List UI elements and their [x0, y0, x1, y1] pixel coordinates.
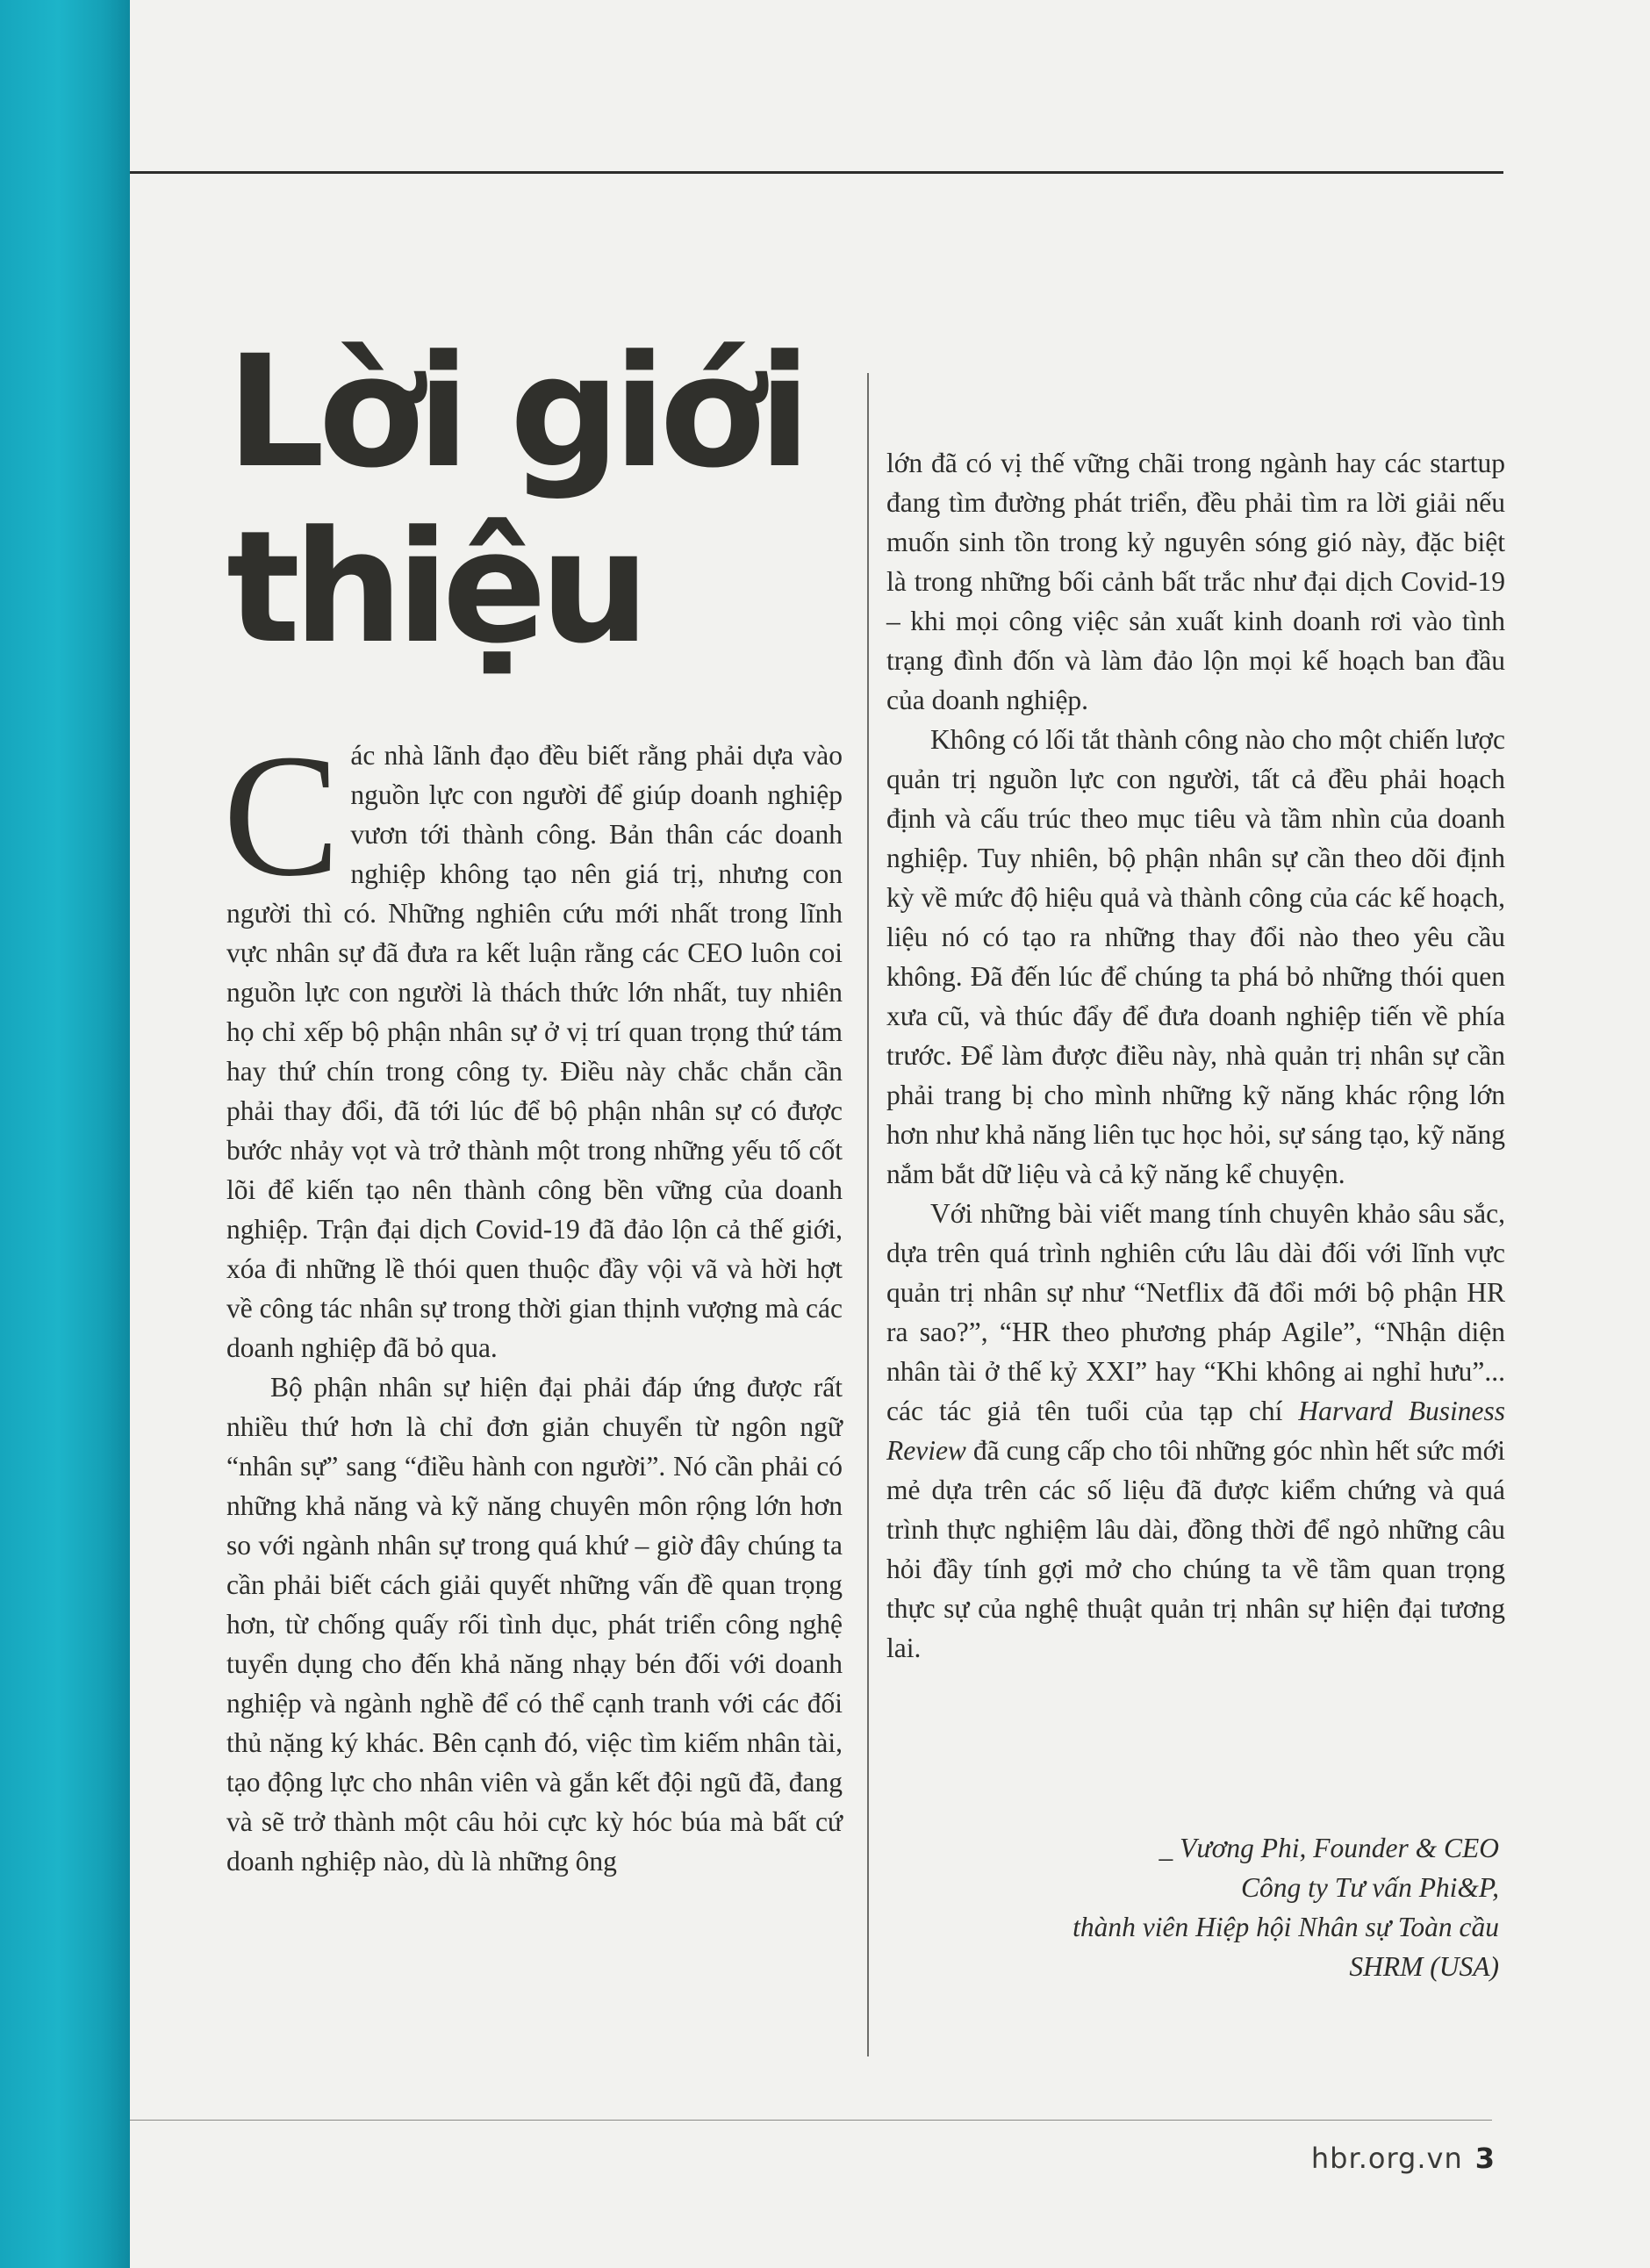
- paragraph-1-text: ác nhà lãnh đạo đều biết rằng phải dựa vào nguồn lực con người để giúp doanh nghiệp vươn tới thành công. Bản thân các doanh nghiệp không tạo nên giá trị, nhưng con người thì có. Những nghiên cứu mới nhất trong lĩnh vực nhân sự đã đưa ra kết luận rằng các CEO luôn coi nguồn lực con người là thách thức lớn nhất, tuy nhiên họ chỉ xếp bộ phận nhân sự ở vị trí quan trọng thứ tám hay thứ chín trong công ty. Điều này chắc chắn cần phải thay đổi, đã tới lúc để bộ phận nhân sự có được bước nhảy vọt và trở thành một trong những yếu tố cốt lõi để kiến tạo nên thành công bền vững của doanh nghiệp. Trận đại dịch Covid-19 đã đảo lộn cả thế giới, xóa đi những lề thói quen thuộc đầy vội vã và hời hợt về công tác nhân sự trong thời gian thịnh vượng mà các doanh nghiệp đã bỏ qua.: [226, 740, 843, 1363]
- signature-line-3: thành viên Hiệp hội Nhân sự Toàn cầu: [1072, 1912, 1499, 1942]
- drop-cap: C: [223, 719, 341, 913]
- paragraph-4-text-b: đã cung cấp cho tôi những góc nhìn hết sức mới mẻ dựa trên các số liệu đã được kiểm chứng và quá trình thực nghiệm lâu dài, đồng thời để ngỏ những câu hỏi đầy tính gợi mở cho chúng ta về tầm quan trọng thực sự của nghệ thuật quản trị nhân sự hiện đại tương lai.: [886, 1435, 1505, 1663]
- signature-line-4: SHRM (USA): [1349, 1951, 1499, 1982]
- page-number: 3: [1474, 2142, 1496, 2175]
- signature-line-1: _ Vương Phi, Founder & CEO: [1159, 1833, 1499, 1863]
- teal-side-band: [0, 0, 130, 2268]
- column-divider: [867, 373, 869, 2056]
- paragraph-4-text-a: Với những bài viết mang tính chuyên khảo sâu sắc, dựa trên quá trình nghiên cứu lâu dài đối với lĩnh vực quản trị nhân sự như “Netflix đã đổi mới bộ phận HR ra sao?”, “HR theo phương pháp Agile”, “Nhận diện nhân tài ở thế kỷ XXI” hay “Khi không ai nghỉ hưu”... các tác giả tên tuổi của tạp chí: [886, 1198, 1505, 1426]
- author-signature: [922, 1828, 1499, 1986]
- title-line-2: thiệu: [226, 498, 643, 678]
- bottom-rule: [130, 2120, 1492, 2121]
- paragraph-3: Không có lối tắt thành công nào cho một chiến lược quản trị nguồn lực con người, tất cả đều phải hoạch định và cấu trúc theo mục tiêu và tầm nhìn của doanh nghiệp. Tuy nhiên, bộ phận nhân sự cần theo dõi định kỳ về mức độ hiệu quả và thành công của các kế hoạch, liệu nó có tạo ra những thay đổi nào theo yêu cầu không. Đã đến lúc để chúng ta phá bỏ những thói quen xưa cũ, và thúc đẩy để đưa doanh nghiệp tiến về phía trước. Để làm được điều này, nhà quản trị nhân sự cần phải trang bị cho mình những kỹ năng khác rộng lớn hơn như khả năng liên tục học hỏi, sự sáng tạo, kỹ năng nắm bắt dữ liệu và cả kỹ năng kể chuyện.: [886, 724, 1505, 1189]
- paragraph-continued: lớn đã có vị thế vững chãi trong ngành hay các startup đang tìm đường phát triển, đều phải tìm ra lời giải nếu muốn sinh tồn trong kỷ nguyên sóng gió này, đặc biệt là trong những bối cảnh bất trắc như đại dịch Covid-19 – khi mọi công việc sản xuất kinh doanh rơi vào tình trạng đình đốn và làm đảo lộn mọi kế hoạch ban đầu của doanh nghiệp.: [886, 448, 1505, 715]
- page-title: [226, 322, 841, 678]
- paragraph-4: [886, 1194, 1505, 1668]
- right-column: [886, 443, 1505, 1668]
- footer-site: hbr.org.vn: [1310, 2142, 1463, 2175]
- signature-line-2: Công ty Tư vấn Phi&P,: [1241, 1872, 1499, 1903]
- paragraph-1: [223, 719, 843, 1367]
- title-line-1: Lời giới: [226, 322, 805, 502]
- paragraph-2: Bộ phận nhân sự hiện đại phải đáp ứng được rất nhiều thứ hơn là chỉ đơn giản chuyển từ ngôn ngữ “nhân sự” sang “điều hành con người”. Nó cần phải có những khả năng và kỹ năng chuyên môn rộng lớn hơn so với ngành nhân sự trong quá khứ – giờ đây chúng ta cần phải biết cách giải quyết những vấn đề quan trọng hơn, từ chống quấy rối tình dục, phát triển công nghệ tuyển dụng cho đến khả năng nhạy bén đối với doanh nghiệp và ngành nghề để có thể cạnh tranh với các đối thủ nặng ký khác. Bên cạnh đó, việc tìm kiếm nhân tài, tạo động lực cho nhân viên và gắn kết đội ngũ đã, đang và sẽ trở thành một câu hỏi cực kỳ hóc búa mà bất cứ doanh nghiệp nào, dù là những ông: [226, 1372, 843, 1877]
- page-footer: [1311, 2142, 1496, 2175]
- left-column: [223, 719, 843, 1881]
- top-rule: [130, 171, 1503, 174]
- publication-name: Harvard Business Review: [886, 1396, 1505, 1466]
